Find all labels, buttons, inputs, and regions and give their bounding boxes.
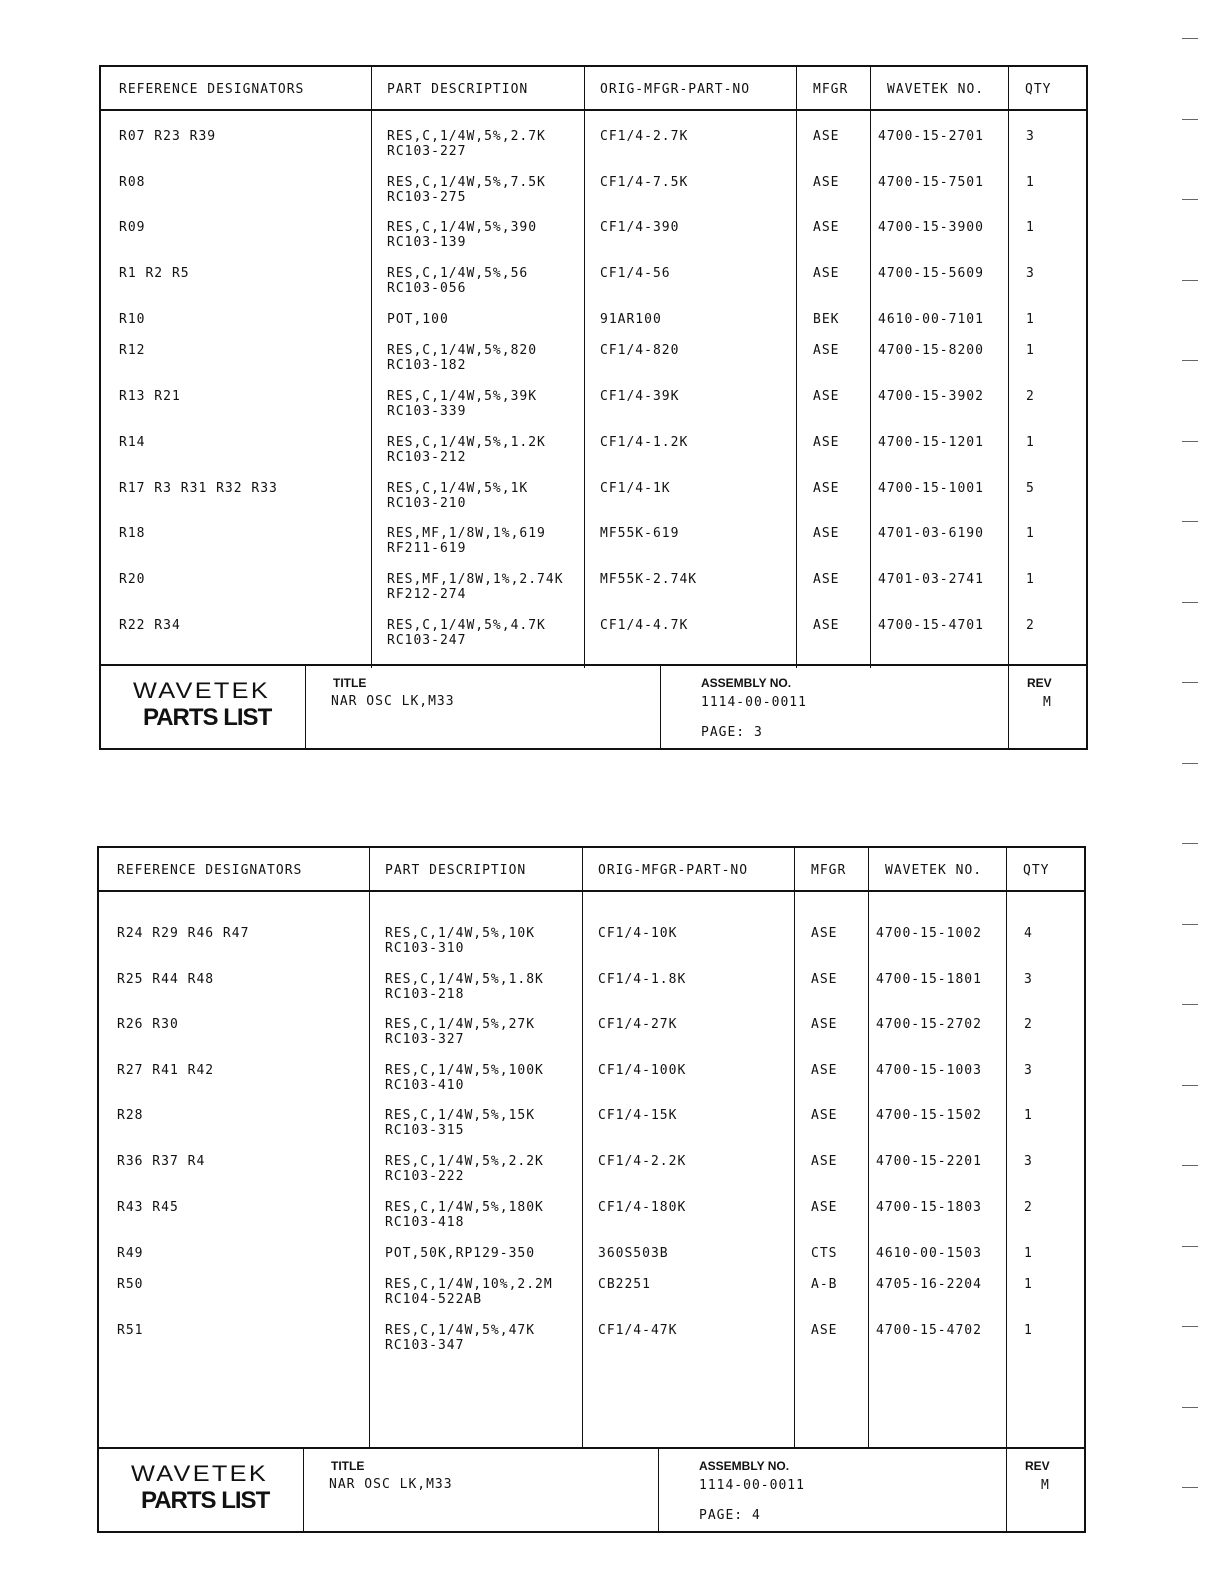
col-qty-header: QTY	[1025, 82, 1052, 97]
margin-tick	[1182, 521, 1198, 522]
quantity: 3	[1026, 129, 1035, 144]
margin-tick	[1182, 1326, 1198, 1327]
col-divider	[868, 848, 869, 1449]
mfgr-code: ASE	[813, 618, 840, 633]
footer-divider	[1008, 666, 1009, 748]
mfgr-code: ASE	[813, 129, 840, 144]
part-description: POT,50K,RP129-350	[385, 1246, 536, 1261]
mfgr-code: ASE	[811, 1323, 838, 1338]
ref-designators: R36 R37 R4	[117, 1154, 206, 1169]
margin-tick	[1182, 1085, 1198, 1086]
quantity: 5	[1026, 481, 1035, 496]
mfgr-code: ASE	[813, 266, 840, 281]
margin-tick	[1182, 843, 1198, 844]
quantity: 2	[1026, 618, 1035, 633]
orig-mfgr-part-no: CF1/4-7.5K	[600, 175, 689, 190]
wavetek-number: 4700-15-2702	[876, 1017, 982, 1032]
quantity: 1	[1024, 1277, 1033, 1292]
mfgr-code: ASE	[813, 572, 840, 587]
margin-tick	[1182, 441, 1198, 442]
part-description: RES,C,1/4W,5%,820	[387, 343, 538, 358]
footer-divider	[658, 1449, 659, 1531]
part-description-code: RC103-418	[385, 1215, 465, 1230]
orig-mfgr-part-no: CF1/4-820	[600, 343, 680, 358]
part-description: RES,C,1/4W,5%,39K	[387, 389, 538, 404]
col-wavetek-header: WAVETEK NO.	[887, 82, 985, 97]
wavetek-number: 4700-15-2701	[878, 129, 984, 144]
orig-mfgr-part-no: CB2251	[598, 1277, 651, 1292]
orig-mfgr-part-no: MF55K-2.74K	[600, 572, 698, 587]
mfgr-code: ASE	[813, 175, 840, 190]
part-description-code: RC103-275	[387, 190, 467, 205]
quantity: 3	[1024, 1154, 1033, 1169]
mfgr-code: ASE	[811, 1154, 838, 1169]
margin-tick	[1182, 682, 1198, 683]
col-divider	[371, 67, 372, 668]
orig-mfgr-part-no: CF1/4-1K	[600, 481, 671, 496]
wavetek-number: 4700-15-7501	[878, 175, 984, 190]
parts-list-sheet-page-3	[99, 65, 1088, 750]
ref-designators: R26 R30	[117, 1017, 179, 1032]
part-description-code: RC103-222	[385, 1169, 465, 1184]
ref-designators: R14	[119, 435, 146, 450]
orig-mfgr-part-no: CF1/4-2.2K	[598, 1154, 687, 1169]
part-description: RES,C,1/4W,5%,4.7K	[387, 618, 546, 633]
ref-designators: R51	[117, 1323, 144, 1338]
quantity: 1	[1026, 343, 1035, 358]
col-orig-header: ORIG-MFGR-PART-NO	[598, 863, 749, 878]
rev-value: M	[1043, 695, 1052, 710]
orig-mfgr-part-no: CF1/4-27K	[598, 1017, 678, 1032]
wavetek-logo	[99, 1449, 303, 1531]
wavetek-number: 4610-00-1503	[876, 1246, 982, 1261]
ref-designators: R25 R44 R48	[117, 972, 215, 987]
wavetek-number: 4705-16-2204	[876, 1277, 982, 1292]
wavetek-number: 4701-03-2741	[878, 572, 984, 587]
wavetek-number: 4700-15-3902	[878, 389, 984, 404]
title-block	[99, 1447, 1084, 1531]
part-description: RES,C,1/4W,5%,56	[387, 266, 529, 281]
wavetek-number: 4700-15-1001	[878, 481, 984, 496]
col-mfgr-header: MFGR	[813, 82, 849, 97]
col-wavetek-header: WAVETEK NO.	[885, 863, 983, 878]
orig-mfgr-part-no: CF1/4-1.8K	[598, 972, 687, 987]
part-description: RES,C,1/4W,5%,15K	[385, 1108, 536, 1123]
mfgr-code: ASE	[813, 481, 840, 496]
part-description: RES,C,1/4W,5%,390	[387, 220, 538, 235]
ref-designators: R28	[117, 1108, 144, 1123]
orig-mfgr-part-no: CF1/4-1.2K	[600, 435, 689, 450]
part-description-code: RC103-182	[387, 358, 467, 373]
ref-designators: R13 R21	[119, 389, 181, 404]
quantity: 1	[1024, 1108, 1033, 1123]
quantity: 1	[1026, 435, 1035, 450]
part-description-code: RC103-139	[387, 235, 467, 250]
margin-tick	[1182, 924, 1198, 925]
margin-tick	[1182, 360, 1198, 361]
part-description-code: RC103-056	[387, 281, 467, 296]
title-block	[101, 664, 1086, 748]
assembly-number: 1114-00-0011	[701, 695, 807, 710]
part-description-code: RF212-274	[387, 587, 467, 602]
ref-designators: R10	[119, 312, 146, 327]
margin-tick	[1182, 1487, 1198, 1488]
margin-tick	[1182, 1246, 1198, 1247]
wavetek-number: 4700-15-1002	[876, 926, 982, 941]
wavetek-number: 4700-15-4701	[878, 618, 984, 633]
mfgr-code: ASE	[813, 435, 840, 450]
title-label: TITLE	[333, 676, 367, 690]
quantity: 1	[1026, 312, 1035, 327]
col-desc-header: PART DESCRIPTION	[385, 863, 527, 878]
quantity: 2	[1024, 1200, 1033, 1215]
part-description: POT,100	[387, 312, 449, 327]
quantity: 1	[1026, 175, 1035, 190]
part-description-code: RC103-339	[387, 404, 467, 419]
quantity: 3	[1024, 1063, 1033, 1078]
mfgr-code: ASE	[811, 1063, 838, 1078]
quantity: 1	[1026, 572, 1035, 587]
quantity: 4	[1024, 926, 1033, 941]
orig-mfgr-part-no: MF55K-619	[600, 526, 680, 541]
orig-mfgr-part-no: CF1/4-15K	[598, 1108, 678, 1123]
title-value: NAR OSC LK,M33	[331, 694, 455, 709]
margin-tick	[1182, 602, 1198, 603]
ref-designators: R1 R2 R5	[119, 266, 190, 281]
part-description-code: RC103-227	[387, 144, 467, 159]
col-divider	[870, 67, 871, 668]
ref-designators: R49	[117, 1246, 144, 1261]
part-description: RES,C,1/4W,5%,2.2K	[385, 1154, 544, 1169]
wavetek-number: 4701-03-6190	[878, 526, 984, 541]
orig-mfgr-part-no: CF1/4-390	[600, 220, 680, 235]
ref-designators: R24 R29 R46 R47	[117, 926, 250, 941]
part-description-code: RC103-218	[385, 987, 465, 1002]
mfgr-code: ASE	[811, 1108, 838, 1123]
part-description: RES,C,1/4W,5%,1.8K	[385, 972, 544, 987]
part-description: RES,C,1/4W,5%,2.7K	[387, 129, 546, 144]
margin-tick	[1182, 1004, 1198, 1005]
col-divider	[1008, 67, 1009, 668]
col-divider	[1006, 848, 1007, 1449]
col-ref-header: REFERENCE DESIGNATORS	[117, 863, 303, 878]
part-description: RES,C,1/4W,5%,180K	[385, 1200, 544, 1215]
wavetek-number: 4700-15-2201	[876, 1154, 982, 1169]
page-number: PAGE: 4	[699, 1508, 761, 1523]
quantity: 1	[1024, 1323, 1033, 1338]
col-ref-header: REFERENCE DESIGNATORS	[119, 82, 305, 97]
part-description-code: RC103-210	[387, 496, 467, 511]
part-description-code: RF211-619	[387, 541, 467, 556]
col-divider	[584, 67, 585, 668]
assembly-label: ASSEMBLY NO.	[701, 676, 792, 690]
ref-designators: R22 R34	[119, 618, 181, 633]
part-description: RES,MF,1/8W,1%,619	[387, 526, 546, 541]
wavetek-logo	[101, 666, 305, 748]
page-number: PAGE: 3	[701, 725, 763, 740]
ref-designators: R08	[119, 175, 146, 190]
orig-mfgr-part-no: CF1/4-39K	[600, 389, 680, 404]
mfgr-code: ASE	[811, 1200, 838, 1215]
title-label: TITLE	[331, 1459, 365, 1473]
col-qty-header: QTY	[1023, 863, 1050, 878]
mfgr-code: ASE	[813, 526, 840, 541]
title-value: NAR OSC LK,M33	[329, 1477, 453, 1492]
orig-mfgr-part-no: CF1/4-4.7K	[600, 618, 689, 633]
mfgr-code: BEK	[813, 312, 840, 327]
margin-tick	[1182, 763, 1198, 764]
wavetek-number: 4700-15-1003	[876, 1063, 982, 1078]
mfgr-code: ASE	[811, 1017, 838, 1032]
wavetek-number: 4700-15-4702	[876, 1323, 982, 1338]
wavetek-number: 4700-15-1502	[876, 1108, 982, 1123]
part-description-code: RC104-522AB	[385, 1292, 483, 1307]
orig-mfgr-part-no: 91AR100	[600, 312, 662, 327]
orig-mfgr-part-no: CF1/4-56	[600, 266, 671, 281]
mfgr-code: A-B	[811, 1277, 838, 1292]
ref-designators: R09	[119, 220, 146, 235]
column-header-row	[99, 848, 1084, 892]
quantity: 1	[1024, 1246, 1033, 1261]
part-description: RES,C,1/4W,5%,1.2K	[387, 435, 546, 450]
col-divider	[794, 848, 795, 1449]
mfgr-code: CTS	[811, 1246, 838, 1261]
part-description: RES,C,1/4W,5%,1K	[387, 481, 529, 496]
col-divider	[582, 848, 583, 1449]
quantity: 2	[1024, 1017, 1033, 1032]
ref-designators: R50	[117, 1277, 144, 1292]
part-description-code: RC103-212	[387, 450, 467, 465]
wavetek-number: 4700-15-1201	[878, 435, 984, 450]
column-header-row	[101, 67, 1086, 111]
assembly-label: ASSEMBLY NO.	[699, 1459, 790, 1473]
part-description-code: RC103-310	[385, 941, 465, 956]
margin-tick	[1182, 199, 1198, 200]
mfgr-code: ASE	[811, 926, 838, 941]
part-description: RES,C,1/4W,5%,27K	[385, 1017, 536, 1032]
ref-designators: R20	[119, 572, 146, 587]
orig-mfgr-part-no: CF1/4-2.7K	[600, 129, 689, 144]
col-divider	[796, 67, 797, 668]
part-description: RES,C,1/4W,5%,7.5K	[387, 175, 546, 190]
ref-designators: R17 R3 R31 R32 R33	[119, 481, 278, 496]
quantity: 1	[1026, 526, 1035, 541]
margin-tick	[1182, 119, 1198, 120]
margin-tick	[1182, 1165, 1198, 1166]
footer-divider	[1006, 1449, 1007, 1531]
wavetek-number: 4700-15-3900	[878, 220, 984, 235]
orig-mfgr-part-no: CF1/4-180K	[598, 1200, 687, 1215]
col-desc-header: PART DESCRIPTION	[387, 82, 529, 97]
mfgr-code: ASE	[811, 972, 838, 987]
footer-divider	[660, 666, 661, 748]
rev-value: M	[1041, 1478, 1050, 1493]
quantity: 2	[1026, 389, 1035, 404]
ref-designators: R43 R45	[117, 1200, 179, 1215]
rev-label: REV	[1025, 1459, 1050, 1473]
quantity: 1	[1026, 220, 1035, 235]
brand-name: WAVETEK	[133, 678, 270, 703]
footer-divider	[305, 666, 306, 748]
col-orig-header: ORIG-MFGR-PART-NO	[600, 82, 751, 97]
quantity: 3	[1024, 972, 1033, 987]
brand-name: WAVETEK	[131, 1461, 268, 1486]
footer-divider	[303, 1449, 304, 1531]
assembly-number: 1114-00-0011	[699, 1478, 805, 1493]
wavetek-number: 4700-15-1801	[876, 972, 982, 987]
ref-designators: R18	[119, 526, 146, 541]
orig-mfgr-part-no: CF1/4-10K	[598, 926, 678, 941]
col-mfgr-header: MFGR	[811, 863, 847, 878]
ref-designators: R07 R23 R39	[119, 129, 217, 144]
parts-list-label: PARTS LIST	[141, 1487, 270, 1514]
part-description-code: RC103-247	[387, 633, 467, 648]
part-description: RES,C,1/4W,5%,10K	[385, 926, 536, 941]
ref-designators: R12	[119, 343, 146, 358]
orig-mfgr-part-no: CF1/4-100K	[598, 1063, 687, 1078]
margin-tick	[1182, 1407, 1198, 1408]
ref-designators: R27 R41 R42	[117, 1063, 215, 1078]
orig-mfgr-part-no: CF1/4-47K	[598, 1323, 678, 1338]
orig-mfgr-part-no: 360S503B	[598, 1246, 669, 1261]
margin-tick	[1182, 280, 1198, 281]
mfgr-code: ASE	[813, 343, 840, 358]
rev-label: REV	[1027, 676, 1052, 690]
mfgr-code: ASE	[813, 220, 840, 235]
wavetek-number: 4700-15-8200	[878, 343, 984, 358]
parts-list-sheet-page-4	[97, 846, 1086, 1533]
margin-tick	[1182, 38, 1198, 39]
col-divider	[369, 848, 370, 1449]
part-description: RES,C,1/4W,10%,2.2M	[385, 1277, 553, 1292]
part-description-code: RC103-347	[385, 1338, 465, 1353]
parts-list-label: PARTS LIST	[143, 704, 272, 731]
mfgr-code: ASE	[813, 389, 840, 404]
part-description: RES,C,1/4W,5%,100K	[385, 1063, 544, 1078]
quantity: 3	[1026, 266, 1035, 281]
wavetek-number: 4610-00-7101	[878, 312, 984, 327]
wavetek-number: 4700-15-1803	[876, 1200, 982, 1215]
part-description: RES,C,1/4W,5%,47K	[385, 1323, 536, 1338]
part-description-code: RC103-315	[385, 1123, 465, 1138]
wavetek-number: 4700-15-5609	[878, 266, 984, 281]
part-description-code: RC103-327	[385, 1032, 465, 1047]
part-description-code: RC103-410	[385, 1078, 465, 1093]
part-description: RES,MF,1/8W,1%,2.74K	[387, 572, 564, 587]
